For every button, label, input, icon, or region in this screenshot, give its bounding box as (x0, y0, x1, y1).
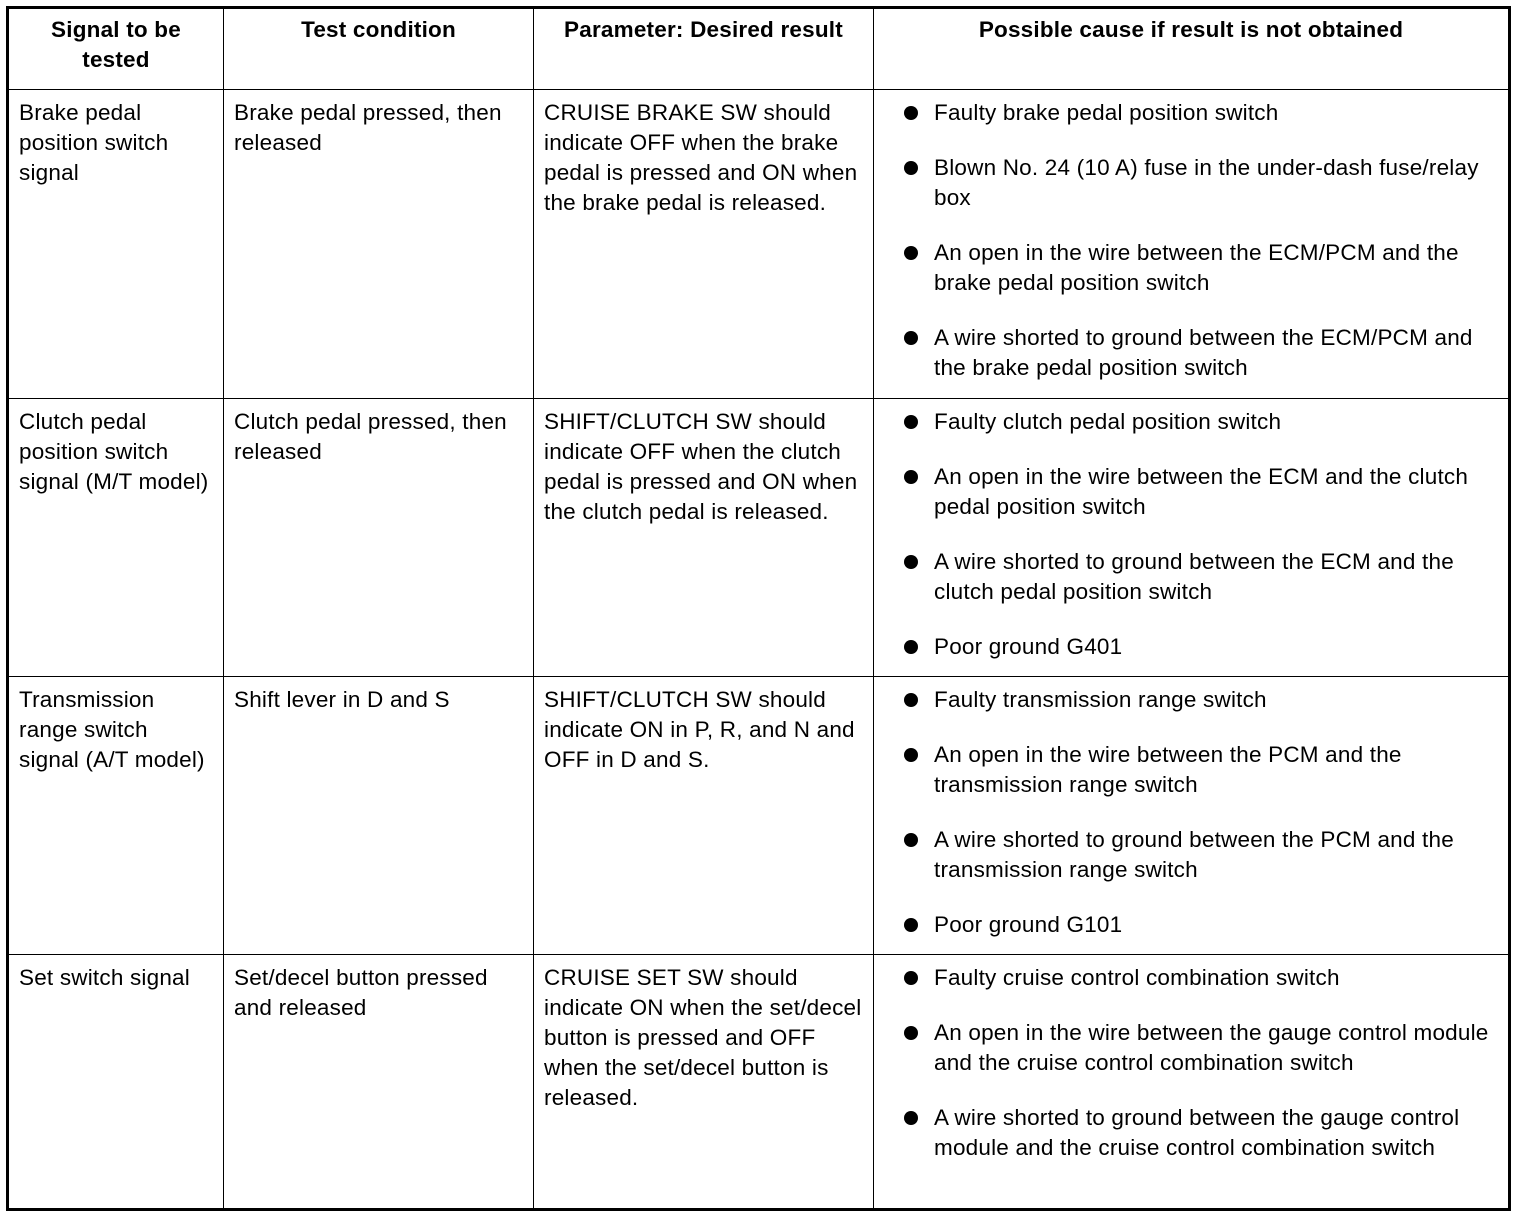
cell-signal: Transmission range switch signal (A/T model) (8, 677, 224, 955)
cell-signal: Set switch signal (8, 955, 224, 1210)
cause-text: A wire shorted to ground between the ECM and the clutch pedal position switch (934, 549, 1454, 604)
table-row (8, 399, 1510, 677)
bullet-icon (904, 161, 918, 175)
header-desired-result: Parameter: Desired result (534, 8, 874, 90)
bullet-icon (904, 470, 918, 484)
cause-item (884, 547, 1498, 607)
bullet-icon (904, 971, 918, 985)
cause-text: A wire shorted to ground between the ECM/PCM and the brake pedal position switch (934, 325, 1473, 380)
header-test-condition: Test condition (224, 8, 534, 90)
bullet-icon (904, 918, 918, 932)
bullet-icon (904, 415, 918, 429)
troubleshooting-table (6, 6, 1511, 1211)
cause-item (884, 685, 1498, 715)
cell-test-condition: Brake pedal pressed, then released (224, 90, 534, 399)
cause-list (884, 98, 1498, 383)
table-body (8, 90, 1510, 1210)
cause-text: Poor ground G401 (934, 634, 1123, 659)
bullet-icon (904, 331, 918, 345)
cell-test-condition: Clutch pedal pressed, then released (224, 399, 534, 677)
cause-item (884, 1018, 1498, 1078)
cell-desired-result: SHIFT/CLUTCH SW should indicate ON in P, R, and N and OFF in D and S. (534, 677, 874, 955)
cause-text: An open in the wire between the ECM and the clutch pedal position switch (934, 464, 1469, 519)
cell-possible-causes (874, 399, 1510, 677)
cell-desired-result: SHIFT/CLUTCH SW should indicate OFF when the clutch pedal is pressed and ON when the clutch pedal is released. (534, 399, 874, 677)
cause-text: Faulty cruise control combination switch (934, 965, 1340, 990)
bullet-icon (904, 640, 918, 654)
bullet-icon (904, 246, 918, 260)
header-row (8, 8, 1510, 90)
cause-item (884, 825, 1498, 885)
cause-item (884, 632, 1498, 662)
table-row (8, 90, 1510, 399)
cause-text: A wire shorted to ground between the PCM and the transmission range switch (934, 827, 1454, 882)
table-row (8, 677, 1510, 955)
cell-signal: Brake pedal position switch signal (8, 90, 224, 399)
cause-text: Faulty brake pedal position switch (934, 100, 1279, 125)
cell-possible-causes (874, 955, 1510, 1210)
troubleshooting-table-container (6, 6, 1508, 1210)
bullet-icon (904, 833, 918, 847)
cause-item (884, 323, 1498, 383)
cell-desired-result: CRUISE BRAKE SW should indicate OFF when the brake pedal is pressed and ON when the brake pedal is released. (534, 90, 874, 399)
cause-item (884, 910, 1498, 940)
cause-text: Poor ground G101 (934, 912, 1123, 937)
cause-item (884, 407, 1498, 437)
cause-text: Faulty transmission range switch (934, 687, 1267, 712)
table-header (8, 8, 1510, 90)
cause-list (884, 685, 1498, 940)
cause-item (884, 963, 1498, 993)
cell-desired-result: CRUISE SET SW should indicate ON when the set/decel button is pressed and OFF when the set/decel button is released. (534, 955, 874, 1210)
bullet-icon (904, 106, 918, 120)
cause-text: Blown No. 24 (10 A) fuse in the under-dash fuse/relay box (934, 155, 1479, 210)
cell-test-condition: Set/decel button pressed and released (224, 955, 534, 1210)
cause-item (884, 1103, 1498, 1163)
cause-list (884, 407, 1498, 662)
cause-item (884, 238, 1498, 298)
cause-text: An open in the wire between the gauge control module and the cruise control combination switch (934, 1020, 1489, 1075)
header-signal: Signal to be tested (8, 8, 224, 90)
cause-list (884, 963, 1498, 1163)
cause-item (884, 740, 1498, 800)
table-row (8, 955, 1510, 1210)
header-possible-cause: Possible cause if result is not obtained (874, 8, 1510, 90)
cause-text: Faulty clutch pedal position switch (934, 409, 1282, 434)
cell-signal: Clutch pedal position switch signal (M/T model) (8, 399, 224, 677)
bullet-icon (904, 693, 918, 707)
bullet-icon (904, 748, 918, 762)
cause-text: An open in the wire between the PCM and the transmission range switch (934, 742, 1402, 797)
cell-possible-causes (874, 90, 1510, 399)
cause-text: A wire shorted to ground between the gauge control module and the cruise control combination switch (934, 1105, 1460, 1160)
cause-text: An open in the wire between the ECM/PCM and the brake pedal position switch (934, 240, 1459, 295)
cell-possible-causes (874, 677, 1510, 955)
cause-item (884, 153, 1498, 213)
cause-item (884, 462, 1498, 522)
bullet-icon (904, 1026, 918, 1040)
bullet-icon (904, 555, 918, 569)
bullet-icon (904, 1111, 918, 1125)
cell-test-condition: Shift lever in D and S (224, 677, 534, 955)
cause-item (884, 98, 1498, 128)
